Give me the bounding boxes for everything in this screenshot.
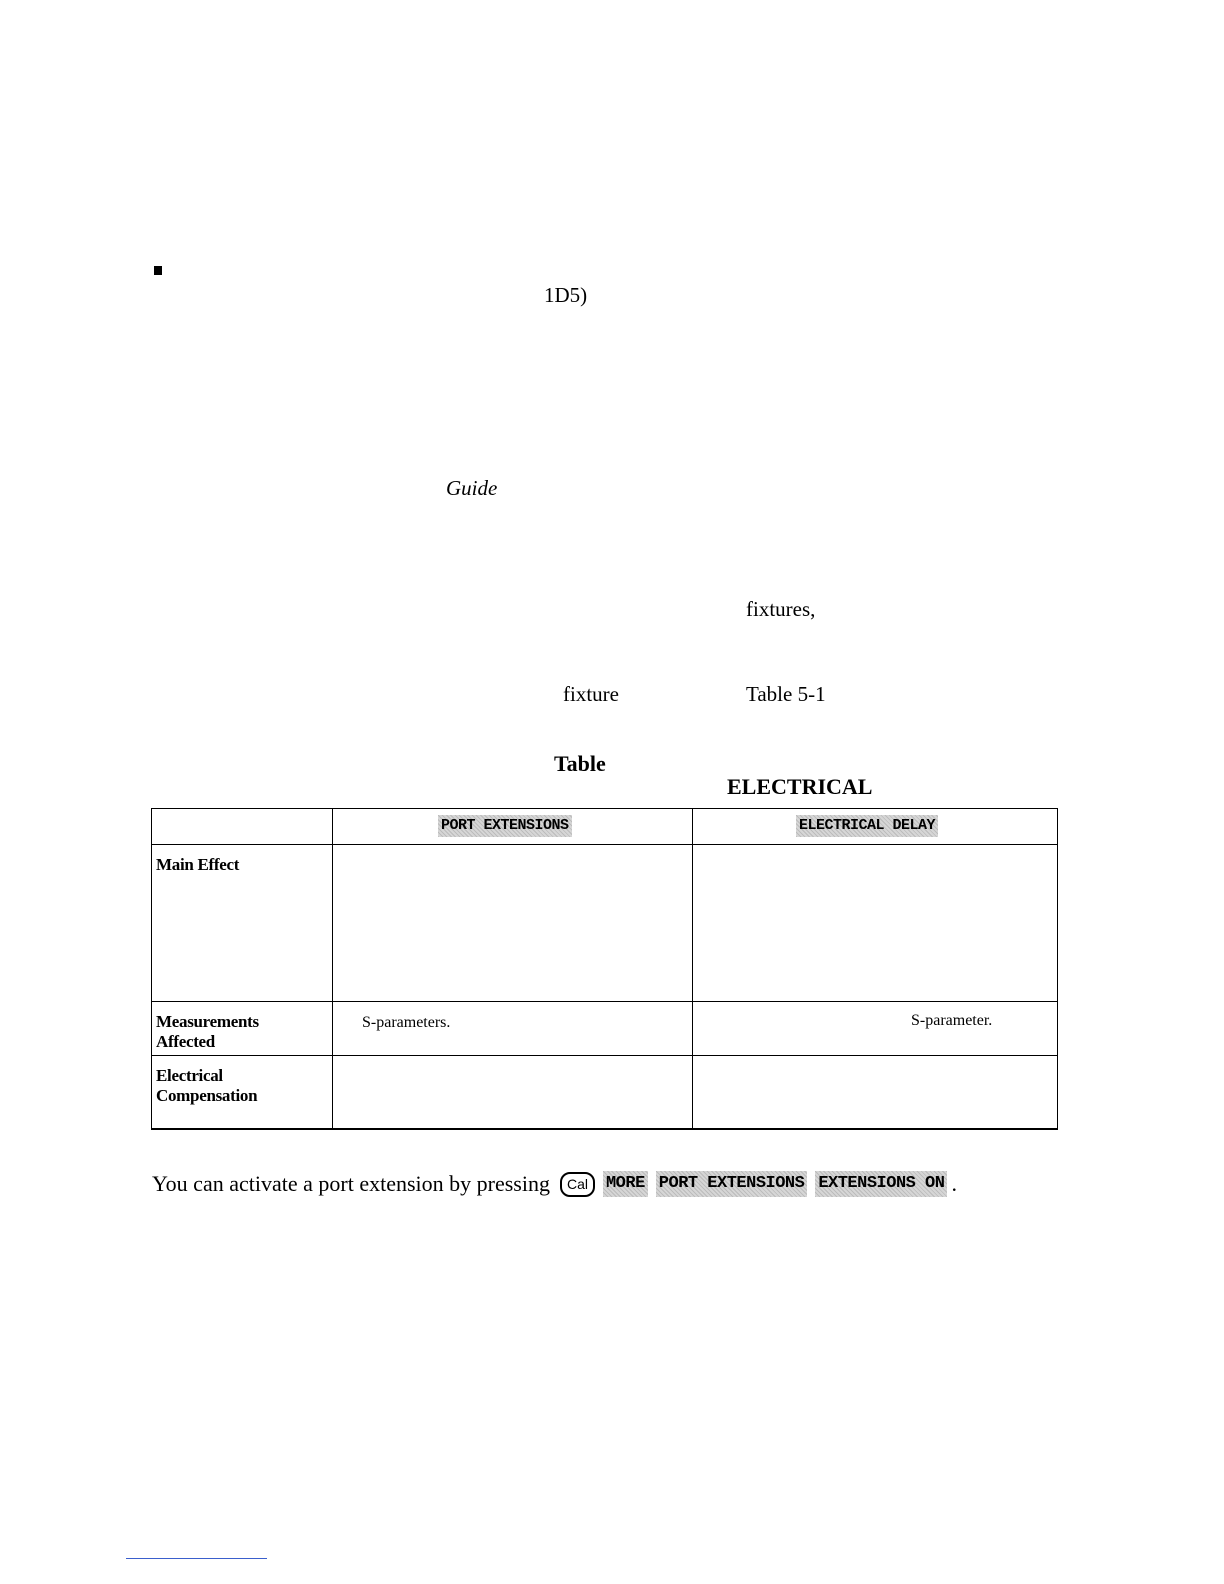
- extensions-on-softkey: EXTENSIONS ON: [815, 1171, 947, 1197]
- port-extensions-softkey-header: PORT EXTENSIONS: [438, 815, 572, 837]
- instruction-sentence: [152, 1170, 957, 1198]
- port-extensions-softkey: PORT EXTENSIONS: [656, 1171, 808, 1197]
- cell-port-extensions-measurements: S-parameters.: [362, 1014, 451, 1031]
- more-softkey: MORE: [603, 1171, 648, 1197]
- table-title: Table: [554, 751, 606, 776]
- table-header-rule: [151, 844, 1058, 845]
- table-border-bottom: [151, 1128, 1058, 1130]
- fixtures-text: fixtures,: [746, 597, 816, 621]
- table-row-rule-2: [151, 1055, 1058, 1056]
- table-row-rule-1: [151, 1001, 1058, 1002]
- option-code-text: 1D5): [544, 283, 588, 307]
- row-label-electrical-compensation: Electrical Compensation: [156, 1066, 258, 1105]
- cell-electrical-delay-measurements: S-parameter.: [911, 1012, 993, 1029]
- electrical-delay-softkey-header: ELECTRICAL DELAY: [796, 815, 938, 837]
- table-border-left: [151, 808, 152, 1130]
- instruction-end: .: [951, 1171, 957, 1196]
- row-label-main-effect: Main Effect: [156, 855, 240, 874]
- instruction-text: You can activate a port extension by pressing: [152, 1171, 550, 1196]
- table-border-top: [151, 808, 1058, 809]
- table-divider-1: [332, 808, 333, 1130]
- table-border-right: [1057, 808, 1058, 1130]
- comparison-table: [151, 808, 1058, 1130]
- table-subtitle: ELECTRICAL: [727, 774, 873, 799]
- table-reference: Table 5-1: [746, 682, 826, 706]
- bullet-icon: [154, 266, 162, 275]
- cal-hardkey: Cal: [560, 1172, 595, 1197]
- guide-text: Guide: [446, 476, 498, 500]
- row-label-measurements-affected: Measurements Affected: [156, 1012, 259, 1051]
- table-divider-2: [692, 808, 693, 1130]
- fixture-text: fixture: [563, 682, 619, 706]
- footer-rule: [126, 1558, 267, 1559]
